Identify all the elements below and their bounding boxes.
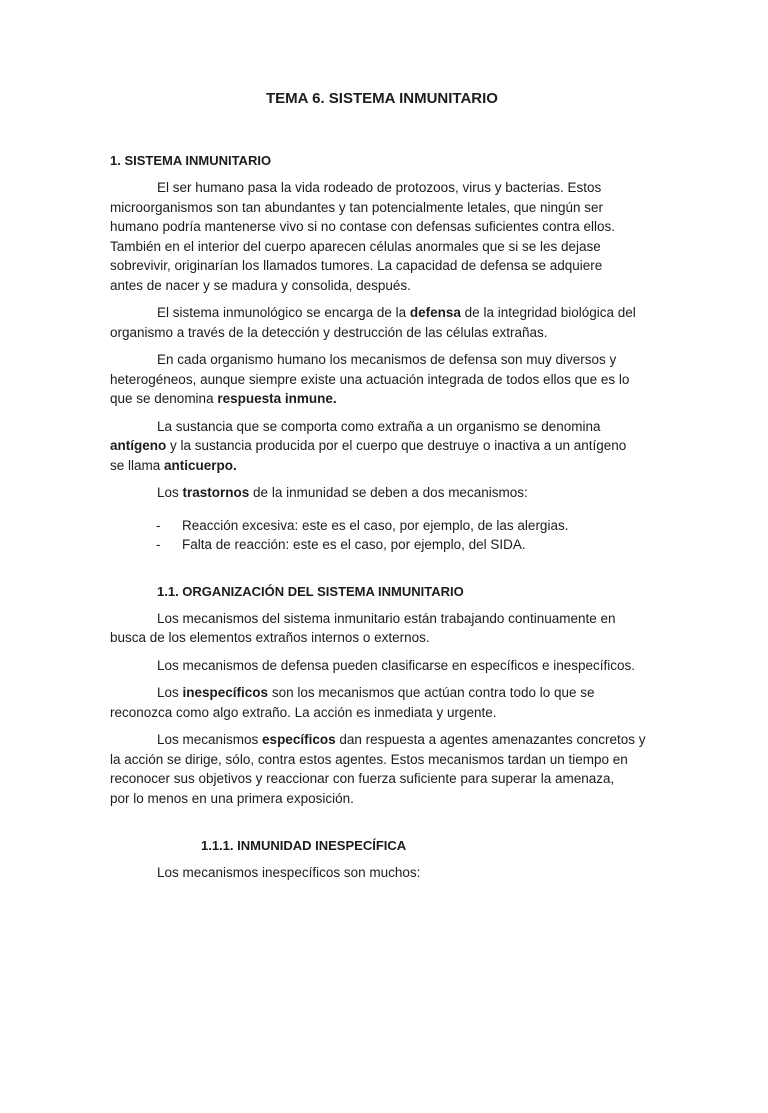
document-title: TEMA 6. SISTEMA INMUNITARIO	[266, 90, 498, 107]
paragraph-defensa	[110, 303, 654, 342]
bold-term-respuesta-inmune: respuesta inmune.	[217, 391, 337, 406]
paragraph-especificos	[110, 730, 654, 808]
section-heading-inmunidad-inespecifica: 1.1.1. INMUNIDAD INESPECÍFICA	[201, 838, 407, 853]
text-run: La sustancia que se comporta como extraña a un organismo se denomina	[157, 418, 601, 434]
bold-term-defensa: defensa	[409, 305, 461, 320]
paragraph-antigeno	[110, 417, 654, 476]
document-page	[0, 89, 768, 1113]
bold-term-trastornos: trastornos	[182, 485, 250, 500]
paragraph-respuesta-inmune	[110, 350, 654, 409]
text-run: El sistema inmunológico se encarga de la	[157, 305, 410, 320]
paragraph-mecanismos: Los mecanismos del sistema inmunitario están trabajando continuamente en busca de los elementos extraños internos o externos.	[110, 610, 616, 645]
bold-term-inespecificos: inespecíficos	[182, 685, 269, 700]
text-run: Los mecanismos	[157, 732, 263, 747]
trastornos-list	[110, 516, 654, 555]
list-item	[110, 516, 654, 536]
text-run: de la integridad biológica del organismo a través de la detección y destrucción de las células extrañas.	[110, 305, 636, 340]
text-run: dan respuesta a agentes amenazantes concretos y la acción se dirige, sólo, contra estos agentes. Estos mecanismos tardan un tiempo en reconocer sus objetivos y reaccionar con fuerza suficiente para superar la amenaza, por lo menos en una primera exposición.	[110, 732, 646, 806]
list-item-text: Falta de reacción: este es el caso, por ejemplo, del SIDA.	[182, 537, 526, 552]
paragraph-intro: El ser humano pasa la vida rodeado de protozoos, virus y bacterias. Estos microorganismos son tan abundantes y tan potencialmente letales, que ningún ser humano podría mantenerse vivo si no contase con defensas suficientes contra ellos. También en el interior del cuerpo aparecen células anormales que si se les dejase sobrevivir, originarían los llamados tumores. La capacidad de defensa se adquiere antes de nacer y se madura y consolida, después.	[110, 180, 616, 293]
list-dash: -	[156, 517, 161, 533]
paragraph-trastornos	[110, 483, 654, 503]
text-run: Los	[157, 485, 183, 500]
paragraph-inespecificos	[110, 683, 654, 722]
section-heading-organizacion: 1.1. ORGANIZACIÓN DEL SISTEMA INMUNITARIO	[157, 583, 464, 599]
paragraph-mecanismos-inespecificos: Los mecanismos inespecíficos son muchos:	[157, 865, 421, 880]
section-heading-sistema-inmunitario: 1. SISTEMA INMUNITARIO	[110, 153, 272, 168]
text-run: son los mecanismos que actúan contra todo lo que se reconozca como algo extraño. La acción es inmediata y urgente.	[110, 685, 595, 720]
list-item	[110, 535, 654, 555]
list-dash: -	[156, 537, 161, 552]
text-run: y la sustancia producida por el cuerpo que destruye o inactiva a un antígeno se llama	[110, 438, 627, 473]
bold-term-antigeno: antígeno	[110, 438, 167, 453]
text-run: Los	[157, 685, 183, 700]
bold-term-anticuerpo: anticuerpo.	[164, 457, 237, 473]
paragraph-clasificacion: Los mecanismos de defensa pueden clasificarse en específicos e inespecíficos.	[157, 657, 636, 673]
bold-term-especificos: específicos	[262, 732, 336, 747]
text-run: de la inmunidad se deben a dos mecanismos:	[249, 485, 528, 500]
list-item-text: Reacción excesiva: este es el caso, por ejemplo, de las alergias.	[182, 517, 569, 533]
text-run: En cada organismo humano los mecanismos de defensa son muy diversos y heterogéneos, aunque siempre existe una actuación integrada de todos ellos que es lo que se denomina	[110, 352, 630, 406]
